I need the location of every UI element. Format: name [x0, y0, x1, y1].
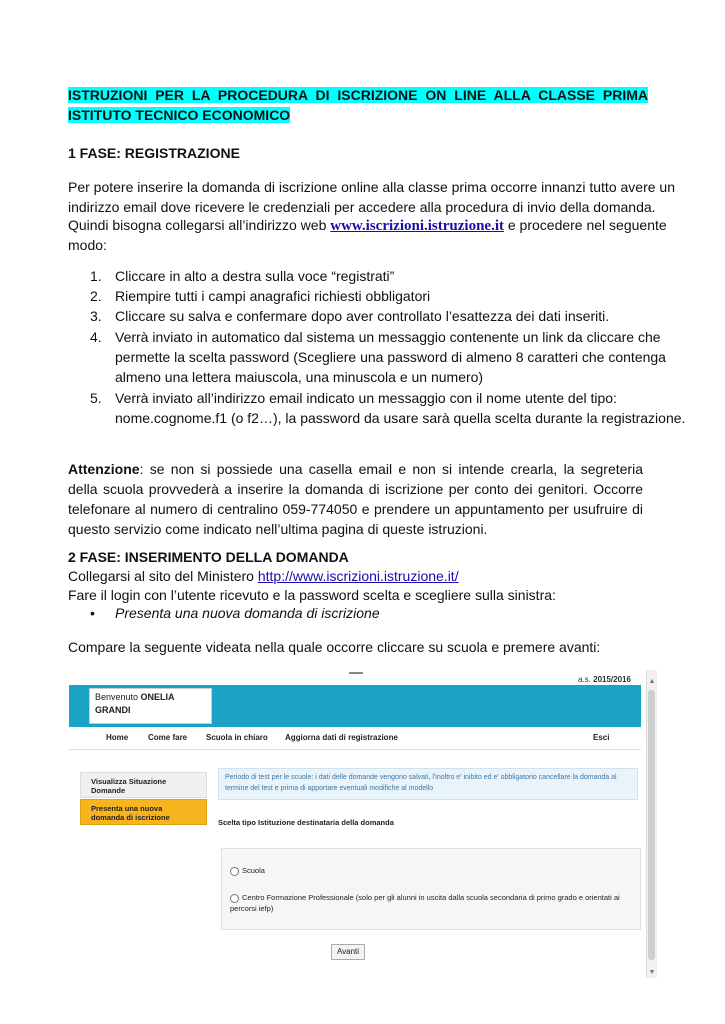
- list-number: 1.: [90, 268, 102, 284]
- attention-text: : se non si possiede una casella email e non si intende crearla, la segreteria della scuola provvederà a inserire la domanda di iscrizione per conto dei genitori. Occorre telefonare al numero di centralino 059-774050 e prendere un appuntamento per usufruire di questo servizio come indicato nell’ultima pagina di queste istruzioni.: [68, 461, 643, 537]
- fase2-line-1: [68, 566, 459, 586]
- test-notice: Periodo di test per le scuole: i dati delle domande vengono salvati, l'inoltro e' inibito ed e' obbligatorio cancellare la domanda al termine del test e prima di apportare eventuali modifiche al modello: [218, 768, 638, 800]
- radio-scuola[interactable]: [230, 867, 239, 876]
- iscrizioni-link[interactable]: www.iscrizioni.istruzione.it: [330, 218, 504, 234]
- radio-cfp[interactable]: [230, 894, 239, 903]
- list-text: Verrà inviato in automatico dal sistema un messaggio contenente un link da cliccare che: [115, 329, 661, 345]
- nav-aggiorna-dati[interactable]: Aggiorna dati di registrazione: [285, 733, 398, 742]
- list-text-continuation: nome.cognome.f1 (o f2…), la password da usare sarà quella scelta durante la registrazione.: [115, 410, 686, 426]
- avanti-button[interactable]: Avanti: [331, 944, 365, 960]
- list-text-continuation: permette la scelta password (Scegliere una password di almeno 8 caratteri che contenga: [115, 349, 666, 365]
- window-grip: [349, 672, 363, 674]
- options-box: [221, 848, 641, 930]
- sidebar-item-presenta[interactable]: Presenta una nuova domanda di iscrizione: [80, 799, 207, 825]
- fase2-line-1-pre: Collegarsi al sito del Ministero: [68, 568, 258, 584]
- welcome-box: [89, 688, 212, 724]
- list-text-continuation: almeno una lettera maiuscola, una minuscola e un numero): [115, 369, 484, 385]
- bullet-text: Presenta una nuova domanda di iscrizione: [115, 605, 380, 621]
- school-year-label: a.s.: [578, 675, 594, 684]
- list-item: [90, 286, 430, 306]
- welcome-text: Benvenuto: [95, 692, 141, 702]
- fase2-bullet: [90, 603, 380, 623]
- welcome-name-2: GRANDI: [95, 705, 131, 715]
- fase2-line-2: Fare il login con l’utente ricevuto e la password scelta e scegliere sulla sinistra:: [68, 587, 556, 603]
- nav-come-fare[interactable]: Come fare: [148, 733, 188, 742]
- school-year: [578, 675, 631, 684]
- scroll-up-icon[interactable]: ▲: [648, 678, 656, 685]
- list-number: 3.: [90, 308, 102, 324]
- intro-line-2: indirizzo email dove ricevere le credenziali per accedere alla procedura di invio della domanda.: [68, 199, 656, 215]
- nav-bar: [69, 727, 641, 750]
- list-text: Cliccare in alto a destra sulla voce “registrati”: [115, 268, 395, 284]
- option-scuola[interactable]: [230, 865, 265, 876]
- nav-scuola-in-chiaro[interactable]: Scuola in chiaro: [206, 733, 268, 742]
- option-cfp-label: Centro Formazione Professionale (solo per gli alunni in uscita dalla scuola secondaria di primo grado e orientati ai percorsi iefp): [230, 893, 620, 913]
- intro-line-1: Per potere inserire la domanda di iscrizione online alla classe prima occorre innanzi tutto avere un: [68, 179, 675, 195]
- scroll-thumb[interactable]: [648, 690, 655, 960]
- sidebar-item-visualizza[interactable]: Visualizza Situazione Domande: [80, 772, 207, 798]
- list-item: [90, 266, 394, 286]
- embedded-screenshot: [67, 670, 657, 978]
- list-item: [90, 306, 609, 326]
- list-item: [90, 327, 661, 347]
- intro-line-3-post: e procedere nel seguente: [503, 217, 667, 233]
- scroll-down-icon[interactable]: ▼: [648, 969, 656, 976]
- intro-line-4: modo:: [68, 237, 107, 253]
- attention-label: Attenzione: [68, 461, 140, 477]
- document-title: [68, 85, 648, 125]
- list-item: [90, 388, 617, 408]
- intro-line-3-pre: Quindi bisogna collegarsi all’indirizzo web: [68, 217, 331, 233]
- nav-home[interactable]: Home: [106, 733, 129, 742]
- intro-line-3: [68, 215, 667, 236]
- bullet-dot: •: [90, 605, 95, 621]
- welcome-name-1: ONELIA: [140, 692, 175, 702]
- list-text: Riempire tutti i campi anagrafici richiesti obbligatori: [115, 288, 431, 304]
- list-text: Verrà inviato all’indirizzo email indicato un messaggio con il nome utente del tipo:: [115, 390, 617, 406]
- option-scuola-label: Scuola: [242, 866, 265, 875]
- scrollbar[interactable]: [646, 670, 657, 978]
- list-number: 4.: [90, 329, 102, 345]
- fase1-heading: 1 FASE: REGISTRAZIONE: [68, 145, 240, 161]
- list-number: 5.: [90, 390, 102, 406]
- list-text: Cliccare su salva e confermare dopo aver controllato l’esattezza dei dati inseriti.: [115, 308, 610, 324]
- section-title: Scelta tipo Istituzione destinataria della domanda: [218, 818, 394, 827]
- fase2-compare: Compare la seguente videata nella quale occorre cliccare su scuola e premere avanti:: [68, 639, 601, 655]
- nav-esci[interactable]: Esci: [593, 733, 610, 742]
- school-year-value: 2015/2016: [593, 675, 631, 684]
- attention-paragraph: [68, 459, 643, 539]
- title-highlight: ISTRUZIONI PER LA PROCEDURA DI ISCRIZIONE ON LINE ALLA CLASSE PRIMA ISTITUTO TECNICO ECONOMICO: [68, 87, 648, 123]
- option-cfp[interactable]: [230, 892, 620, 914]
- ministero-link[interactable]: http://www.iscrizioni.istruzione.it/: [257, 568, 459, 584]
- list-number: 2.: [90, 288, 102, 304]
- fase2-heading: 2 FASE: INSERIMENTO DELLA DOMANDA: [68, 549, 349, 565]
